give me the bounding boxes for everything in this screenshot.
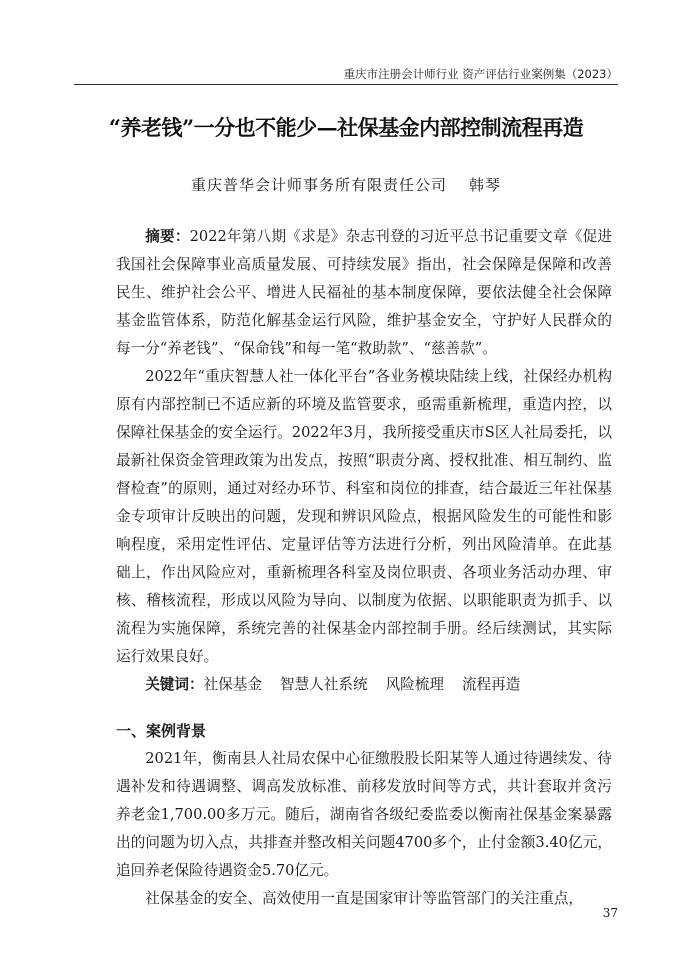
keywords-line: [116, 671, 612, 699]
byline-author: 韩琴: [469, 176, 502, 194]
keyword: 社保基金: [203, 676, 262, 693]
article-body: [116, 223, 612, 913]
running-header: 重庆市注册会计师行业 资产评估行业案例集（2023）: [343, 67, 618, 81]
byline: [74, 174, 618, 195]
header-divider: [74, 84, 618, 85]
keyword: 智慧人社系统: [279, 676, 368, 693]
byline-organization: 重庆普华会计师事务所有限责任公司: [190, 176, 447, 194]
article-title: “养老钱”一分也不能少—社保基金内部控制流程再造: [108, 115, 584, 140]
section-paragraph: 社保基金的安全、高效使用一直是国家审计等监管部门的关注重点，: [145, 890, 584, 907]
keyword: 流程再造: [461, 676, 521, 693]
page-number: 37: [602, 906, 618, 920]
section-heading: 一、案例背景: [116, 722, 207, 740]
abstract-label: 摘要：: [145, 228, 190, 245]
section-paragraph: 2021年，衡南县人社局农保中心征缴股股长阳某等人通过待遇续发、待遇补发和待遇调整、调高发放标准、前移发放时间等方式，共计套取并贪污养老金1,700.00多万元。随后，湖南省各级纪委监委以衡南社保基金案暴露出的问题为切入点，共排查并整改相关问题4700多个，止付金额3.40亿元，追回养老保险待遇资金5.70亿元。: [116, 750, 612, 879]
abstract-paragraph-2: 2022年“重庆智慧人社一体化平台”各业务模块陆续上线，社保经办机构原有内部控制已不适应新的环境及监管要求，亟需重新梳理，重造内控，以保障社保基金的安全运行。2022年3月，我所接受重庆市S区人社局委托，以最新社保资金管理政策为出发点，按照“职责分离、授权批准、相互制约、监督检查”的原则，通过对经办环节、科室和岗位的排查，结合最近三年社保基金专项审计反映出的问题，发现和辨识风险点，根据风险发生的可能性和影响程度，采用定性评估、定量评估等方法进行分析，列出风险清单。在此基础上，作出风险应对，重新梳理各科室及岗位职责、各项业务活动办理、审核、稽核流程，形成以风险为导向、以制度为依据、以职能职责为抓手、以流程为实施保障，系统完善的社保基金内部控制手册。经后续测试，其实际运行效果良好。: [116, 368, 612, 665]
abstract-paragraph: [116, 223, 612, 363]
keywords-label: 关键词：: [145, 676, 204, 693]
keyword: 风险梳理: [385, 676, 444, 693]
abstract-text: 2022年第八期《求是》杂志刊登的习近平总书记重要文章《促进我国社会保障事业高质量发展、可持续发展》指出，社会保障是保障和改善民生、维护社会公平、增进人民福祉的基本制度保障，要依法健全社会保障基金监管体系，防范化解基金运行风险，维护基金安全，守护好人民群众的每一分“养老钱”、“保命钱”和每一笔“救助款”、“慈善款”。: [116, 228, 612, 357]
